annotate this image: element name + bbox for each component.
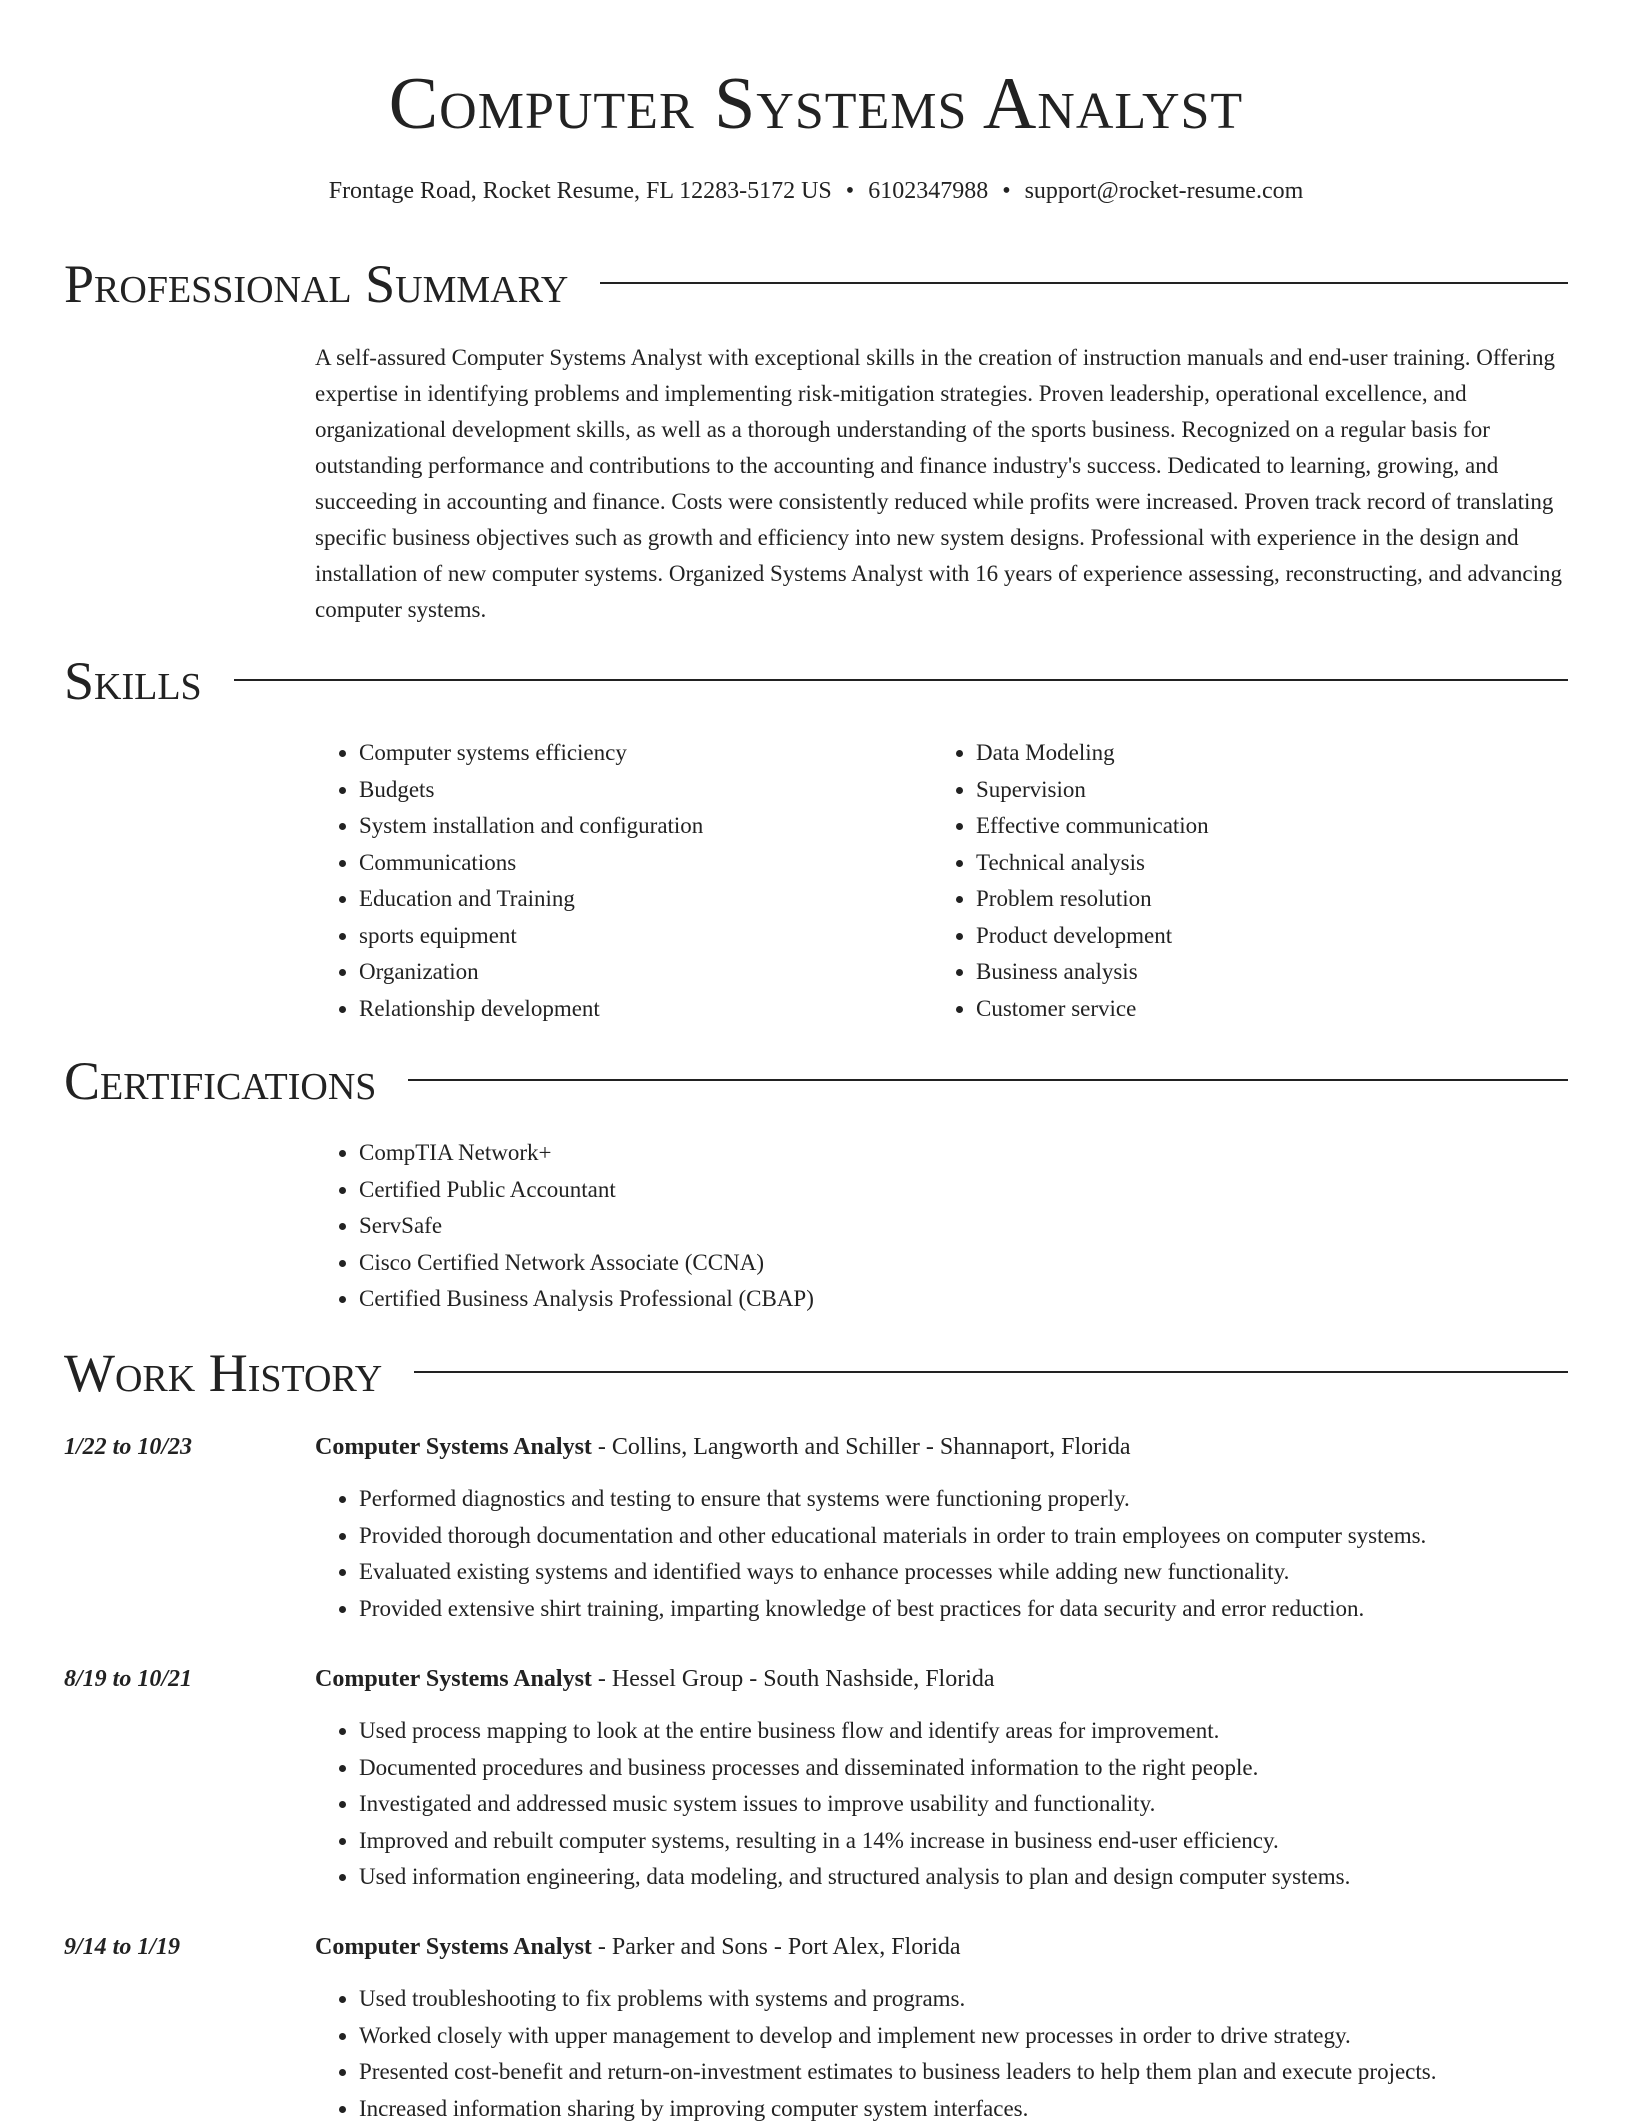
section-divider <box>408 1079 1568 1081</box>
job-bullet: • Used process mapping to look at the entire business flow and identify areas for improvement. <box>359 1713 1575 1750</box>
summary-text: A self-assured Computer Systems Analyst with exceptional skills in the creation of instruction manuals and end-user training. Offering expertise in identifying problems and implementing risk-mitigation strategies. Proven leadership, operational excellence, and organizational development skills, as well as a thorough understanding of the sports business. Recognized on a regular basis for outstanding performance and contributions to the accounting and finance industry's success. Dedicated to learning, growing, and succeeding in accounting and finance. Costs were consistently reduced while profits were increased. Proven track record of translating specific business objectives such as growth and efficiency into new system designs. Professional with experience in the design and installation of new computer systems. Organized Systems Analyst with 16 years of experience assessing, reconstructing, and advancing computer systems. <box>315 340 1572 628</box>
job-employer: - Collins, Langworth and Schiller - Shannaport, Florida <box>592 1434 1131 1460</box>
job-bullet: • Presented cost-benefit and return-on-investment estimates to business leaders to help them plan and execute projects. <box>359 2054 1575 2091</box>
skill-item: • Computer systems efficiency <box>359 735 915 772</box>
certification-item: • ServSafe <box>359 1208 1315 1245</box>
job-bullets <box>315 1981 1575 2127</box>
section-divider <box>600 282 1568 284</box>
job-bullet: • Provided thorough documentation and other educational materials in order to train employees on computer systems. <box>359 1518 1575 1555</box>
skills-section-title: Skills <box>64 649 202 713</box>
skill-item: • sports equipment <box>359 918 915 955</box>
job-bullet: • Used troubleshooting to fix problems with systems and programs. <box>359 1981 1575 2018</box>
summary-section-title: Professional Summary <box>64 252 568 316</box>
job-dates: 1/22 to 10/23 <box>64 1431 192 1463</box>
job-bullet: • Provided extensive shirt training, imparting knowledge of best practices for data security and error reduction. <box>359 1591 1575 1628</box>
job-bullet: • Worked closely with upper management to develop and implement new processes in order to drive strategy. <box>359 2018 1575 2055</box>
job-bullet: • Evaluated existing systems and identified ways to enhance processes while adding new functionality. <box>359 1554 1575 1591</box>
job-bullet: • Investigated and addressed music system issues to improve usability and functionality. <box>359 1786 1575 1823</box>
job-bullet: • Documented procedures and business processes and disseminated information to the right people. <box>359 1750 1575 1787</box>
skill-item: • Product development <box>976 918 1532 955</box>
certifications-section-title: Certifications <box>64 1049 376 1113</box>
skill-item: • Effective communication <box>976 808 1532 845</box>
job-heading <box>315 1663 995 1695</box>
contact-line <box>0 175 1632 207</box>
skill-item: • Relationship development <box>359 991 915 1028</box>
job-bullet: • Increased information sharing by improving computer system interfaces. <box>359 2091 1575 2127</box>
skill-item: • System installation and configuration <box>359 808 915 845</box>
skills-column-left <box>315 735 915 1027</box>
job-title: Computer Systems Analyst <box>315 1934 592 1960</box>
skill-item: • Organization <box>359 954 915 991</box>
section-divider <box>234 679 1568 681</box>
skill-item: • Education and Training <box>359 881 915 918</box>
certifications-section-header <box>64 1049 1568 1113</box>
skill-item: • Business analysis <box>976 954 1532 991</box>
job-heading <box>315 1931 961 1963</box>
certification-item: • Certified Business Analysis Professional (CBAP) <box>359 1281 1315 1318</box>
skill-item: • Budgets <box>359 772 915 809</box>
job-dates: 9/14 to 1/19 <box>64 1931 180 1963</box>
job-bullet: • Used information engineering, data modeling, and structured analysis to plan and design computer systems. <box>359 1859 1575 1896</box>
certifications-list <box>315 1135 1315 1318</box>
job-title: Computer Systems Analyst <box>315 1666 592 1692</box>
skills-column-right <box>932 735 1532 1027</box>
job-bullet: • Performed diagnostics and testing to ensure that systems were functioning properly. <box>359 1481 1575 1518</box>
job-bullets <box>315 1481 1575 1627</box>
summary-section-header <box>64 252 1568 316</box>
skill-item: • Problem resolution <box>976 881 1532 918</box>
work-history-section-title: Work History <box>64 1341 382 1405</box>
job-employer: - Parker and Sons - Port Alex, Florida <box>592 1934 961 1960</box>
section-divider <box>414 1371 1568 1373</box>
skill-item: • Supervision <box>976 772 1532 809</box>
skill-item: • Communications <box>359 845 915 882</box>
certification-item: • Certified Public Accountant <box>359 1172 1315 1209</box>
resume-name: Computer Systems Analyst <box>0 62 1632 146</box>
contact-email: support@rocket-resume.com <box>1025 178 1304 204</box>
certification-item: • CompTIA Network+ <box>359 1135 1315 1172</box>
job-heading <box>315 1431 1131 1463</box>
work-history-section-header <box>64 1341 1568 1405</box>
contact-phone: 6102347988 <box>868 178 988 204</box>
job-title: Computer Systems Analyst <box>315 1434 592 1460</box>
contact-separator: • <box>1002 175 1010 207</box>
skills-section-header <box>64 649 1568 713</box>
contact-address: Frontage Road, Rocket Resume, FL 12283-5172 US <box>329 178 832 204</box>
skill-item: • Data Modeling <box>976 735 1532 772</box>
skill-item: • Customer service <box>976 991 1532 1028</box>
job-bullet: • Improved and rebuilt computer systems, resulting in a 14% increase in business end-user efficiency. <box>359 1823 1575 1860</box>
contact-separator: • <box>846 175 854 207</box>
skill-item: • Technical analysis <box>976 845 1532 882</box>
job-dates: 8/19 to 10/21 <box>64 1663 192 1695</box>
job-employer: - Hessel Group - South Nashside, Florida <box>592 1666 995 1692</box>
certification-item: • Cisco Certified Network Associate (CCNA) <box>359 1245 1315 1282</box>
job-bullets <box>315 1713 1575 1896</box>
